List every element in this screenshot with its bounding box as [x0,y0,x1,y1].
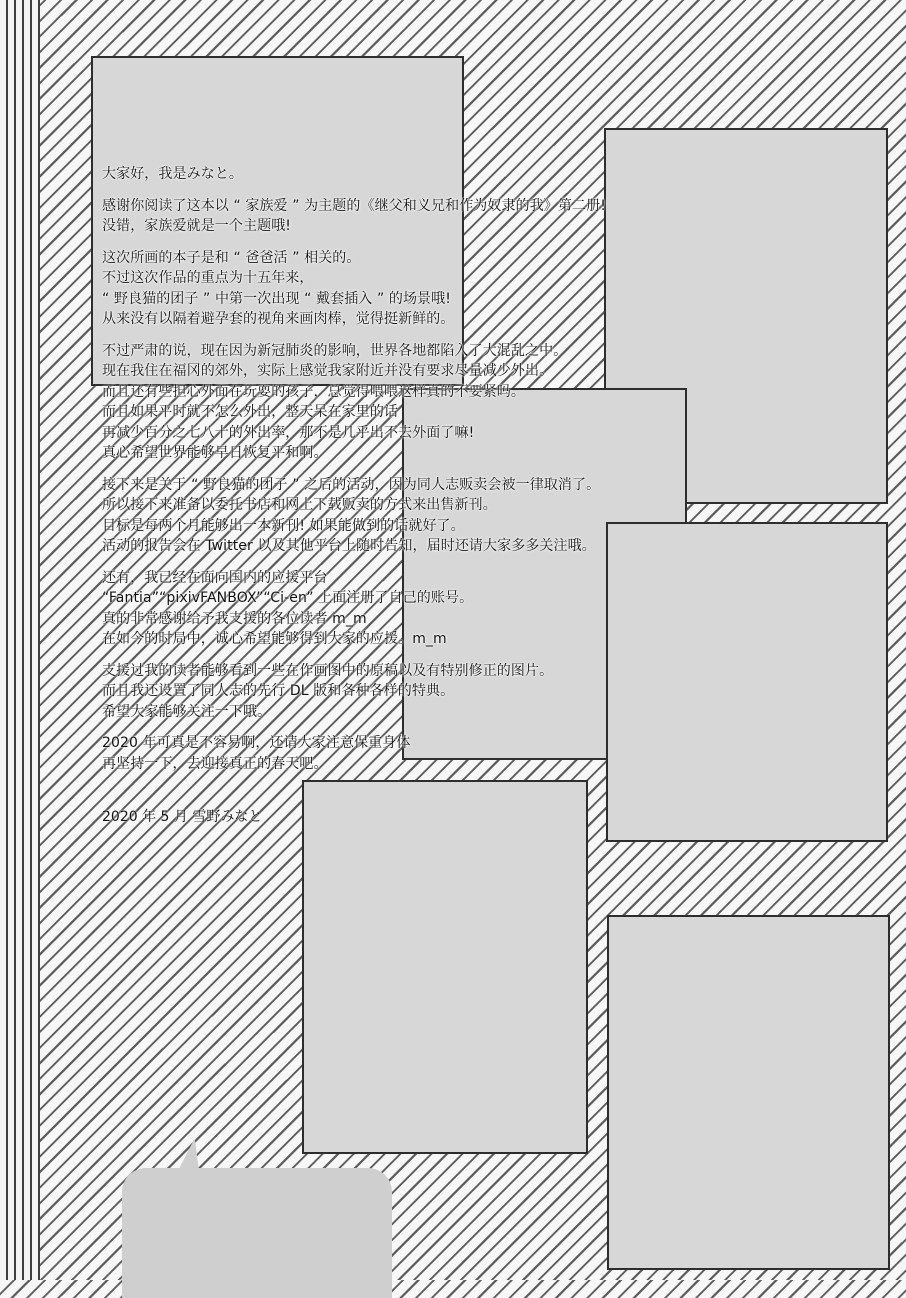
letter-line: 目标是每两个月能够出一本新刊! 如果能做到的话就好了。 [102,517,465,534]
letter-line: “ 野良猫的团子 ” 中第一次出现 “ 戴套插入 ” 的场景哦! [102,290,451,307]
letter-line: 现在我住在福冈的郊外，实际上感觉我家附近并没有要求尽量减少外出。 [102,363,554,379]
speech-bubble [122,1168,392,1298]
letter-line: 2020 年可真是不容易啊，还请大家注意保重身体 [102,735,411,751]
letter-line: 所以接下来准备以委托书店和网上下载贩卖的方式来出售新刊。 [102,497,497,513]
letter-line: 希望大家能够关注一下哦。 [102,703,272,720]
paragraph-theme [102,248,742,330]
paragraph-closing [102,733,742,774]
paragraph-thanks [102,196,742,237]
letter-line: 再坚持一下，去迎接真正的春天吧。 [102,755,328,772]
letter-line: 而且还有些担心外面在玩耍的孩子，总觉得喂喂这样真的不要紧吗。 [102,383,525,400]
letter-line: 支援过我的读者能够看到一些在作画图中的原稿以及有特别修正的图片。 [102,662,554,679]
binding-stripes [0,0,40,1280]
afterword-letter [102,164,742,785]
letter-line: 不过严肃的说，现在因为新冠肺炎的影响，世界各地都陷入了大混乱之中。 [102,342,568,359]
letter-line: 再减少百分之七八十的外出率，那不是几乎出不去外面了嘛! [102,424,475,441]
paragraph-world-situation [102,341,742,464]
manga-panel-bottom-right [607,915,890,1270]
letter-line: 没错，家族爱就是一个主题哦! [102,218,292,234]
letter-line: 不过这次作品的重点为十五年来， [102,270,314,286]
letter-line: 而且如果平时就不怎么外出，整天呆在家里的话 [102,404,399,420]
letter-line: 真心希望世界能够早日恢复平和啊。 [102,445,328,461]
letter-line: 真的非常感谢给予我支援的各位读者 m_m [102,610,367,627]
paragraph-greeting [102,164,742,185]
letter-line: 活动的报告会在 Twitter 以及其他平台上随时告知，届时还请大家多多关注哦。 [102,538,596,554]
letter-line: “Fantia”“pixivFANBOX”“Ci-en” 上面注册了自己的账号。 [102,590,474,606]
speech-bubble-tail [179,1137,204,1172]
paragraph-supporter-benefits [102,661,742,723]
letter-line: 接下来是关于 “ 野良猫的团子 ” 之后的活动，因为同人志贩卖会被一律取消了。 [102,476,601,493]
letter-line: 还有，我已经在面向国内的应援平台 [102,569,328,586]
signature: 2020 年 5 月 雪野みなと [102,809,263,825]
letter-line: 从来没有以隔着避孕套的视角来画肉棒，觉得挺新鲜的。 [102,311,455,327]
letter-line: 大家好，我是みなと。 [102,166,243,182]
letter-line: 这次所画的本子是和 “ 爸爸活 ” 相关的。 [102,249,361,266]
manga-panel-bottom-center [302,780,588,1154]
letter-line: 在如今的时局中，诚心希望能够得到大家的应援。m_m [102,631,447,647]
letter-line: 而且我还设置了同人志的先行 DL 版和各种各样的特典。 [102,683,455,699]
letter-line: 感谢你阅读了这本以 “ 家族爱 ” 为主题的《继父和义兄和作为奴隶的我》第二册! [102,197,606,214]
paragraph-future-activity [102,475,742,557]
paragraph-support-platforms [102,568,742,650]
